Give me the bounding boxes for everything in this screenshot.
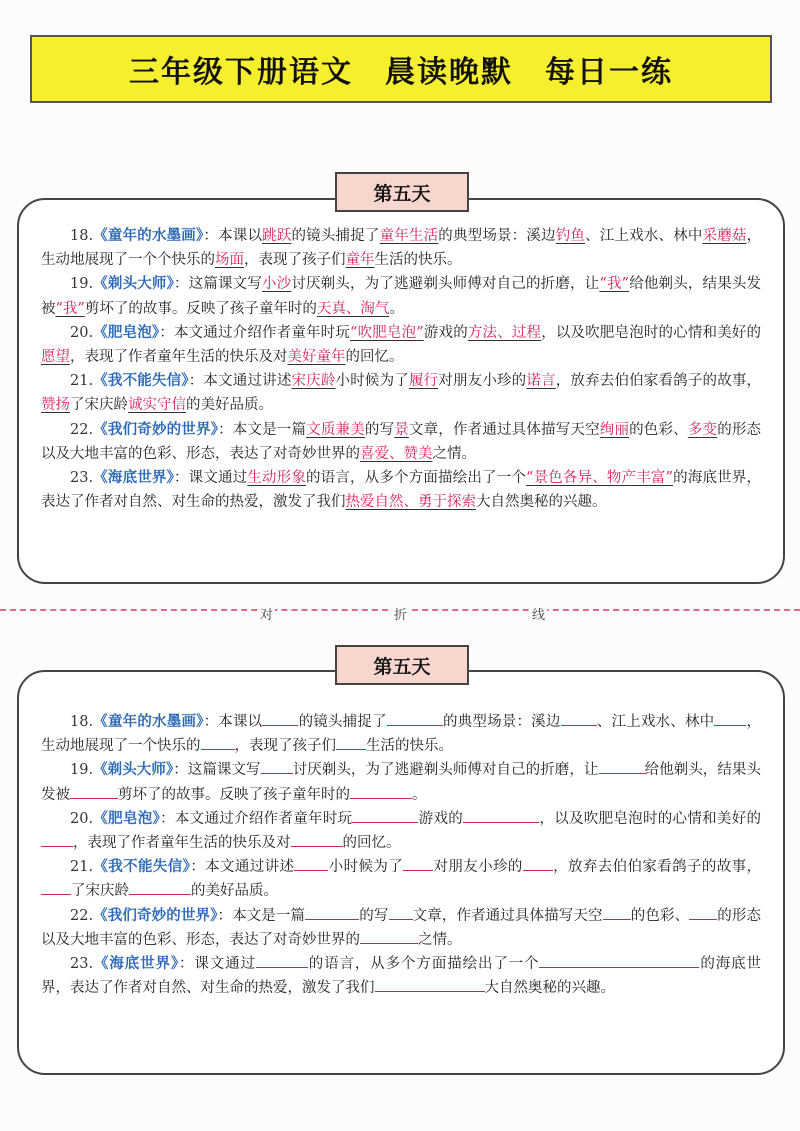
body-text: 的语言，从多个方面描绘出了一个 xyxy=(307,956,540,973)
exercise-paragraph xyxy=(41,758,761,806)
fill-blank[interactable] xyxy=(463,808,539,823)
exercise-list xyxy=(41,710,761,1000)
fill-blank[interactable] xyxy=(714,711,746,726)
answer-text: 喜爱、赞美 xyxy=(360,445,433,462)
fill-blank[interactable] xyxy=(389,905,413,920)
item-number: 22. xyxy=(70,907,94,924)
lesson-title: 《我不能失信》 xyxy=(93,372,189,390)
body-text: 讨厌剃头，为了逃避剃头师傅对自己的折磨，让 xyxy=(291,276,600,293)
lesson-title: 《剃头大师》 xyxy=(93,275,174,293)
fill-blank[interactable] xyxy=(689,905,717,920)
body-text: 、江上戏水、林中 xyxy=(585,228,703,244)
fold-char: 线 xyxy=(530,604,547,623)
body-text: ，以及吹肥皂泡时的心情和美好的 xyxy=(541,324,762,341)
fill-blank[interactable] xyxy=(129,880,191,895)
body-text: ，放弃去伯伯家看鸽子的故事， xyxy=(555,373,762,390)
body-text: ：本课以 xyxy=(203,228,263,244)
body-text: 生活的快乐。 xyxy=(366,738,453,755)
body-text: 的海底世界，表达了作者对自然、对生命的热爱，激发了我们 xyxy=(41,956,762,997)
item-number: 21. xyxy=(70,859,94,876)
body-text: 大自然奥秘的兴趣。 xyxy=(484,980,615,997)
fold-line xyxy=(0,606,800,626)
answer-paragraph xyxy=(41,369,761,417)
body-text: ：本课以 xyxy=(203,714,263,730)
fill-blank[interactable] xyxy=(539,953,699,968)
fill-blank[interactable] xyxy=(262,711,298,726)
body-text: 的典型场景：溪边 xyxy=(442,714,561,730)
body-text: 的镜头捕捉了 xyxy=(298,714,387,730)
body-text: ：课文通过 xyxy=(178,956,256,973)
item-number: 23. xyxy=(70,470,94,487)
fill-blank[interactable] xyxy=(41,832,73,847)
body-text: 了宋庆龄 xyxy=(70,397,128,414)
body-text: 对朋友小珍的 xyxy=(433,859,523,876)
body-text: 的回忆。 xyxy=(345,349,404,366)
answer-text: 履行 xyxy=(408,373,439,390)
body-text: 剪坏了的故事。反映了孩子童年时的 xyxy=(118,786,350,803)
body-text: 的形态以及大地丰富的色彩、形态，表达了对奇妙世界的 xyxy=(41,907,762,948)
answer-text: 绚丽 xyxy=(599,421,630,438)
answer-text: 跳跃 xyxy=(262,228,292,244)
fill-blank[interactable] xyxy=(305,905,359,920)
answer-text: 景 xyxy=(394,421,409,438)
body-text: 的美好品质。 xyxy=(186,397,273,414)
body-text: 的语言，从多个方面描绘出了一个 xyxy=(306,470,527,487)
fill-blank[interactable] xyxy=(561,711,597,726)
body-text: ：本文是一篇 xyxy=(218,421,307,438)
exercise-paragraph xyxy=(41,952,761,1000)
body-text: ：本文通过介绍作者童年时玩 xyxy=(160,810,353,827)
answer-text: “景色各异、物产丰富” xyxy=(526,470,674,487)
item-number: 19. xyxy=(70,762,94,779)
lesson-title: 《我们奇妙的世界》 xyxy=(93,906,218,924)
lesson-title: 《海底世界》 xyxy=(93,469,174,487)
body-text: ：这篇课文写 xyxy=(173,762,261,779)
item-number: 20. xyxy=(70,810,94,827)
fold-char: 对 xyxy=(258,604,275,623)
body-text: ，生动地展现了一个快乐的 xyxy=(41,714,762,755)
body-text: 小时候为了 xyxy=(328,859,404,876)
fill-blank[interactable] xyxy=(70,784,118,799)
exercise-paragraph xyxy=(41,710,761,758)
body-text: ，表现了作者童年生活的快乐及对 xyxy=(73,835,291,852)
lesson-title: 《我们奇妙的世界》 xyxy=(93,420,219,438)
fill-blank[interactable] xyxy=(336,735,366,750)
fill-blank[interactable] xyxy=(352,808,418,823)
body-text: ：本文是一篇 xyxy=(217,907,306,924)
answer-card xyxy=(17,198,785,584)
page-title: 三年级下册语文 晨读晚默 每日一练 xyxy=(129,55,673,90)
answer-text: 诚实守信 xyxy=(128,397,186,414)
body-text: 游戏的 xyxy=(423,324,468,341)
body-text: ：课文通过 xyxy=(173,470,248,487)
fill-blank[interactable] xyxy=(603,905,631,920)
body-text: 讨厌剃头，为了逃避剃头师傅对自己的折磨，让 xyxy=(292,762,599,779)
fold-char: 折 xyxy=(392,604,409,623)
body-text: 剪坏了的故事。反映了孩子童年时的 xyxy=(84,300,317,317)
body-text: 文章，作者通过具体描写天空 xyxy=(408,421,600,438)
answer-list xyxy=(41,224,761,514)
answer-paragraph xyxy=(41,272,761,320)
body-text: 之情。 xyxy=(432,445,476,462)
body-text: 的美好品质。 xyxy=(191,883,278,900)
body-text: 大自然奥秘的兴趣。 xyxy=(476,494,607,511)
lesson-title: 《我不能失信》 xyxy=(93,858,191,876)
answer-text: 生动形象 xyxy=(247,470,306,487)
answer-text: 愿望 xyxy=(41,349,70,366)
fill-blank[interactable] xyxy=(523,856,553,871)
body-text: ，表现了孩子们 xyxy=(234,738,336,755)
answer-text: 多变 xyxy=(687,421,718,438)
body-text: 的色彩、 xyxy=(629,421,688,438)
item-number: 23. xyxy=(70,956,94,973)
item-number: 19. xyxy=(70,276,94,293)
body-text: 。 xyxy=(389,300,404,317)
lesson-title: 《童年的水墨画》 xyxy=(93,713,204,730)
body-text: ，生动地展现了一个个快乐的 xyxy=(41,228,762,269)
answer-text: 美好童年 xyxy=(287,349,346,366)
body-text: 给他剃头，结果头发被 xyxy=(41,276,762,317)
fill-blank[interactable] xyxy=(261,759,293,774)
body-text: 的回忆。 xyxy=(342,835,401,852)
day-badge-exercise: 第五天 xyxy=(335,645,469,685)
body-text: 的写 xyxy=(364,421,395,438)
fill-blank[interactable] xyxy=(599,759,645,774)
body-text: 的色彩、 xyxy=(630,907,690,924)
body-text: 。 xyxy=(412,786,427,803)
body-text: 给他剃头，结果头发被 xyxy=(41,762,761,803)
fill-blank[interactable] xyxy=(291,832,343,847)
body-text: 的写 xyxy=(359,907,389,924)
answer-text: 文质兼美 xyxy=(306,421,365,438)
body-text: ：本文通过讲述 xyxy=(190,859,295,876)
answer-text: 童年 xyxy=(345,252,375,269)
answer-text: 钓鱼 xyxy=(555,228,586,244)
fill-blank[interactable] xyxy=(403,856,433,871)
answer-text: 采蘑菇 xyxy=(702,228,747,244)
answer-text: 天真、淘气 xyxy=(316,300,390,317)
fill-blank[interactable] xyxy=(294,856,328,871)
lesson-title: 《肥皂泡》 xyxy=(93,323,160,341)
item-number: 18. xyxy=(70,228,94,244)
body-text: ，以及吹肥皂泡时的心情和美好的 xyxy=(539,810,762,827)
fill-blank[interactable] xyxy=(41,880,71,895)
answer-paragraph xyxy=(41,418,761,466)
item-number: 22. xyxy=(70,421,94,438)
fill-blank[interactable] xyxy=(387,711,443,726)
body-text: 小时候为了 xyxy=(335,373,409,390)
body-text: 、江上戏水、林中 xyxy=(596,714,715,730)
answer-text: 赞扬 xyxy=(41,397,70,414)
answer-paragraph xyxy=(41,224,761,272)
body-text: 的形态以及大地丰富的色彩、形态，表达了对奇妙世界的 xyxy=(41,421,762,462)
title-banner xyxy=(30,35,772,103)
day-badge-answers: 第五天 xyxy=(335,172,469,212)
fill-blank[interactable] xyxy=(201,735,235,750)
body-text: 生活的快乐。 xyxy=(374,252,462,269)
fill-blank[interactable] xyxy=(256,953,308,968)
lesson-title: 《剃头大师》 xyxy=(93,761,174,779)
exercise-paragraph xyxy=(41,904,761,952)
answer-text: 小沙 xyxy=(262,276,292,293)
answer-paragraph xyxy=(41,321,761,369)
body-text: ，表现了孩子们 xyxy=(244,252,346,269)
body-text: 之情。 xyxy=(418,931,462,948)
item-number: 18. xyxy=(70,714,94,730)
item-number: 20. xyxy=(70,324,94,341)
answer-text: “我” xyxy=(55,300,85,317)
body-text: ：这篇课文写 xyxy=(173,276,262,293)
answer-text: “吹肥皂泡” xyxy=(350,324,424,341)
body-text: 的典型场景：溪边 xyxy=(438,228,556,244)
answer-text: “我” xyxy=(599,276,630,293)
body-text: ：本文通过讲述 xyxy=(188,373,292,390)
answer-text: 方法、过程 xyxy=(467,324,542,341)
body-text: 文章，作者通过具体描写天空 xyxy=(412,907,603,924)
body-text: ，表现了作者童年生活的快乐及对 xyxy=(70,349,288,366)
body-text: 对朋友小珍的 xyxy=(438,373,527,390)
body-text: ，放弃去伯伯家看鸽子的故事， xyxy=(552,859,762,876)
body-text: 了宋庆龄 xyxy=(71,883,129,900)
answer-text: 热爱自然、勇于探索 xyxy=(345,494,476,511)
answer-text: 场面 xyxy=(215,252,244,269)
body-text: 游戏的 xyxy=(418,810,464,827)
fill-blank[interactable] xyxy=(375,977,485,992)
fill-blank[interactable] xyxy=(350,784,412,799)
exercise-paragraph xyxy=(41,807,761,855)
answer-paragraph xyxy=(41,466,761,514)
body-text: 的海底世界，表达了作者对自然、对生命的热爱，激发了我们 xyxy=(41,470,762,511)
item-number: 21. xyxy=(70,373,94,390)
body-text: ：本文通过介绍作者童年时玩 xyxy=(159,324,351,341)
answer-text: 宋庆龄 xyxy=(291,373,336,390)
exercise-card xyxy=(17,670,785,1075)
fill-blank[interactable] xyxy=(360,929,418,944)
body-text: 的镜头捕捉了 xyxy=(291,228,380,244)
answer-text: 诺言 xyxy=(526,373,556,390)
lesson-title: 《童年的水墨画》 xyxy=(93,227,204,244)
answer-text: 童年生活 xyxy=(379,228,439,244)
lesson-title: 《肥皂泡》 xyxy=(93,809,161,827)
lesson-title: 《海底世界》 xyxy=(93,955,179,973)
exercise-paragraph xyxy=(41,855,761,903)
